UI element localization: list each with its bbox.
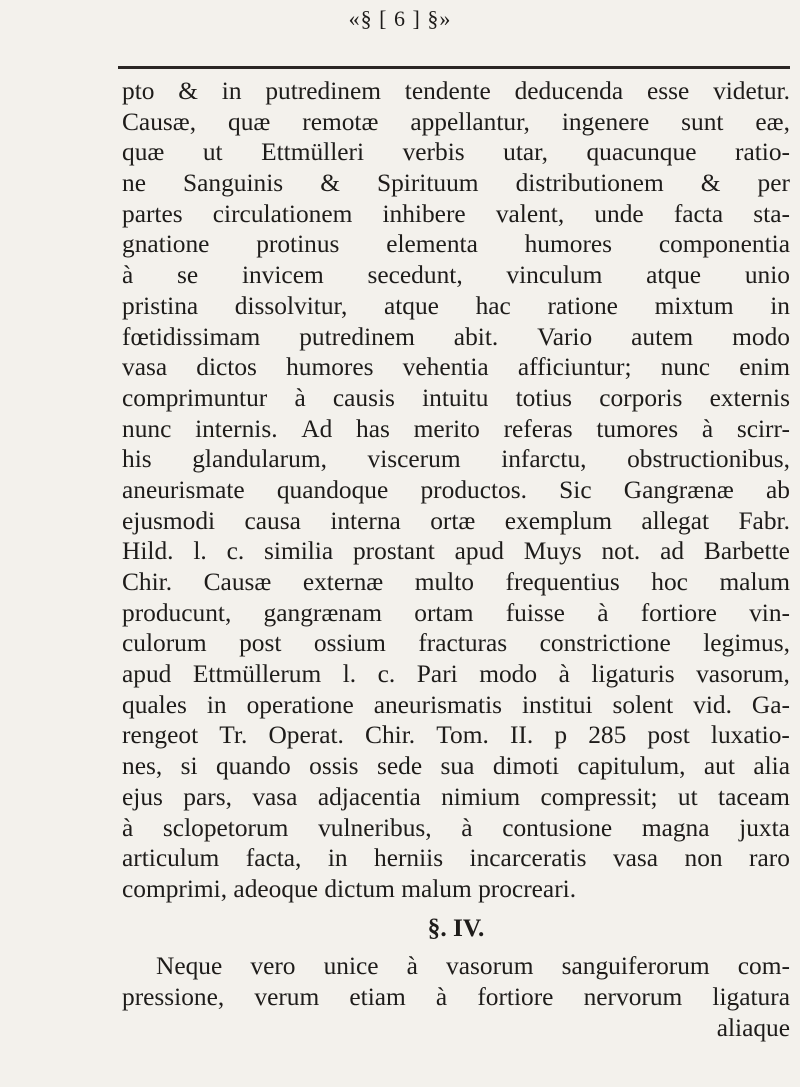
text-line: fœtidissimam putredinem abit. Vario autem modo xyxy=(122,322,790,351)
text-line: producunt, gangrænam ortam fuisse à fortiore vin- xyxy=(122,598,790,627)
page-header: «§ [ 6 ] §» xyxy=(348,6,452,31)
text-line: ne Sanguinis & Spirituum distributionem & per xyxy=(122,169,790,198)
section-heading: §. IV. xyxy=(427,913,485,942)
text-line: culorum post ossium fracturas constrictione legimus, xyxy=(122,629,790,658)
text-line: comprimi, adeoque dictum malum procreari. xyxy=(122,874,577,903)
text-line: nunc internis. Ad has merito referas tumores à scirr- xyxy=(122,414,790,443)
text-line: pto & in putredinem tendente deducenda esse videtur. xyxy=(122,77,790,105)
text-line: pressione, verum etiam à fortiore nervorum ligatura xyxy=(122,982,790,1011)
text-line: vasa dictos humores vehentia afficiuntur; nunc enim xyxy=(122,353,790,382)
text-line: ejus pars, vasa adjacentia nimium compressit; ut taceam xyxy=(122,782,790,811)
text-line: aneurismate quandoque productos. Sic Gangrænæ ab xyxy=(122,475,790,504)
text-line: apud Ettmüllerum l. c. Pari modo à ligaturis vasorum, xyxy=(122,660,790,689)
catchword: aliaque xyxy=(716,1013,790,1042)
text-line: gnatione protinus elementa humores componentia xyxy=(122,230,790,259)
text-line: quales in operatione aneurismatis institui solent vid. Ga- xyxy=(122,690,790,719)
body-text xyxy=(122,76,790,1043)
text-line: Hild. l. c. similia prostant apud Muys not. ad Barbette xyxy=(122,537,790,566)
text-line: comprimuntur à causis intuitu totius corporis externis xyxy=(122,383,790,412)
text-line: Neque vero unice à vasorum sanguiferorum com- xyxy=(156,952,790,981)
text-line: ejusmodi causa interna ortæ exemplum allegat Fabr. xyxy=(122,506,790,535)
text-line: partes circulationem inhibere valent, unde facta sta- xyxy=(122,199,790,228)
text-line: Causæ, quæ remotæ appellantur, ingenere sunt eæ, xyxy=(122,107,790,136)
text-line: à se invicem secedunt, vinculum atque unio xyxy=(122,261,790,290)
text-line: pristina dissolvitur, atque hac ratione mixtum in xyxy=(122,291,790,320)
text-line: articulum facta, in herniis incarceratis vasa non raro xyxy=(122,844,790,873)
text-line: nes, si quando ossis sede sua dimoti capitulum, aut alia xyxy=(122,752,790,781)
header-rule xyxy=(118,66,790,69)
text-line: his glandularum, viscerum infarctu, obstructionibus, xyxy=(122,445,790,474)
text-line: Chir. Causæ externæ multo frequentius hoc malum xyxy=(122,568,790,596)
text-line: rengeot Tr. Operat. Chir. Tom. II. p 285 post luxatio- xyxy=(122,721,790,750)
text-line: quæ ut Ettmülleri verbis utar, quacunque ratio- xyxy=(122,138,790,167)
text-line: à sclopetorum vulneribus, à contusione magna juxta xyxy=(122,813,790,842)
